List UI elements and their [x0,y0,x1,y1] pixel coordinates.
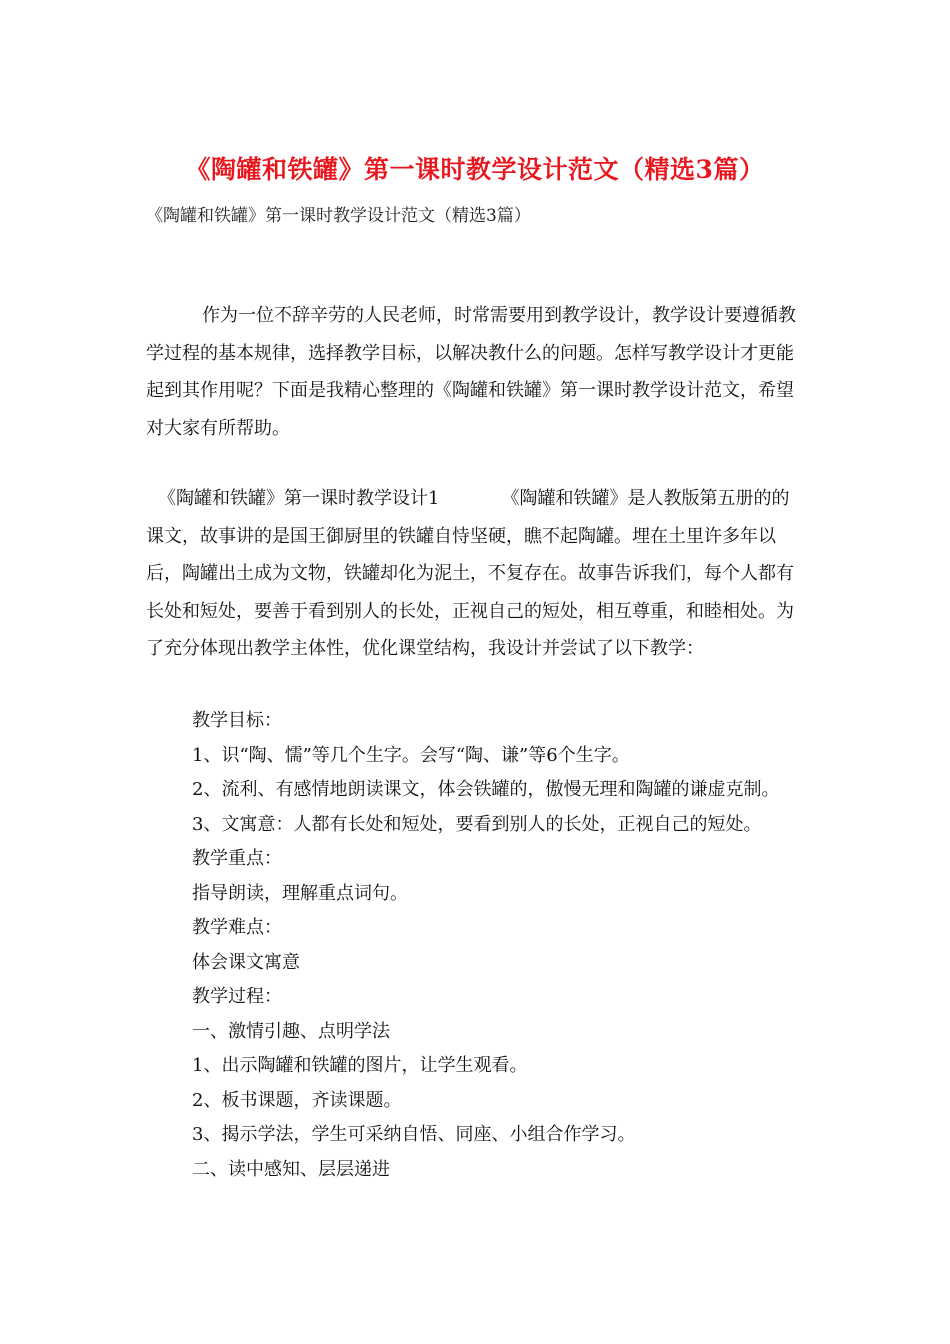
outline-line: 3、揭示学法，学生可采纳自悟、同座、小组合作学习。 [192,1124,636,1145]
intro-paragraph: 作为一位不辞辛劳的人民老师，时常需要用到教学设计，教学设计要遵循教学过程的基本规律，选择教学目标，以解决教什么的问题。怎样写教学设计才更能起到其作用呢？下面是我精心整理的《陶罐和铁罐》第一课时教学设计范文，希望对大家有所帮助。 [146,305,796,439]
section-1-paragraph [146,480,806,668]
outline-line: 教学过程： [192,986,282,1007]
outline-line: 指导朗读，理解重点词句。 [192,882,408,904]
outline-line: 2、板书课题，齐读课题。 [192,1089,402,1111]
document-title: 《陶罐和铁罐》第一课时教学设计范文（精选3篇） [185,155,765,184]
outline-line: 教学难点： [192,917,282,938]
lesson-outline [192,704,779,1187]
document-subtitle: 《陶罐和铁罐》第一课时教学设计范文（精选3篇） [146,206,531,226]
outline-line: 2、流利、有感情地朗读课文，体会铁罐的，傲慢无理和陶罐的谦虚克制。 [192,779,780,800]
section-1-heading: 《陶罐和铁罐》第一课时教学设计1 [158,488,440,509]
outline-line: 教学重点： [192,848,282,869]
outline-line: 教学目标： [192,710,282,731]
section-1-text: 《陶罐和铁罐》是人教版第五册的的课文，故事讲的是国王御厨里的铁罐自恃坚硬，瞧不起陶罐。埋在土里许多年以后，陶罐出土成为文物，铁罐却化为泥土，不复存在。故事告诉我们，每个人都有长处和短处，要善于看到别人的长处，正视自己的短处，相互尊重，和睦相处。为了充分体现出教学主体性，优化课堂结构，我设计并尝试了以下教学： [146,488,794,659]
outline-line: 1、识“陶、懦”等几个生字。会写“陶、谦”等6个生字。 [192,744,630,766]
outline-line: 一、激情引趣、点明学法 [192,1020,390,1042]
outline-line: 二、读中感知、层层递进 [192,1158,390,1180]
outline-line: 体会课文寓意 [192,951,300,973]
outline-line: 1、出示陶罐和铁罐的图片，让学生观看。 [192,1055,528,1076]
outline-line: 3、文寓意：人都有长处和短处，要看到别人的长处，正视自己的短处。 [192,813,762,835]
